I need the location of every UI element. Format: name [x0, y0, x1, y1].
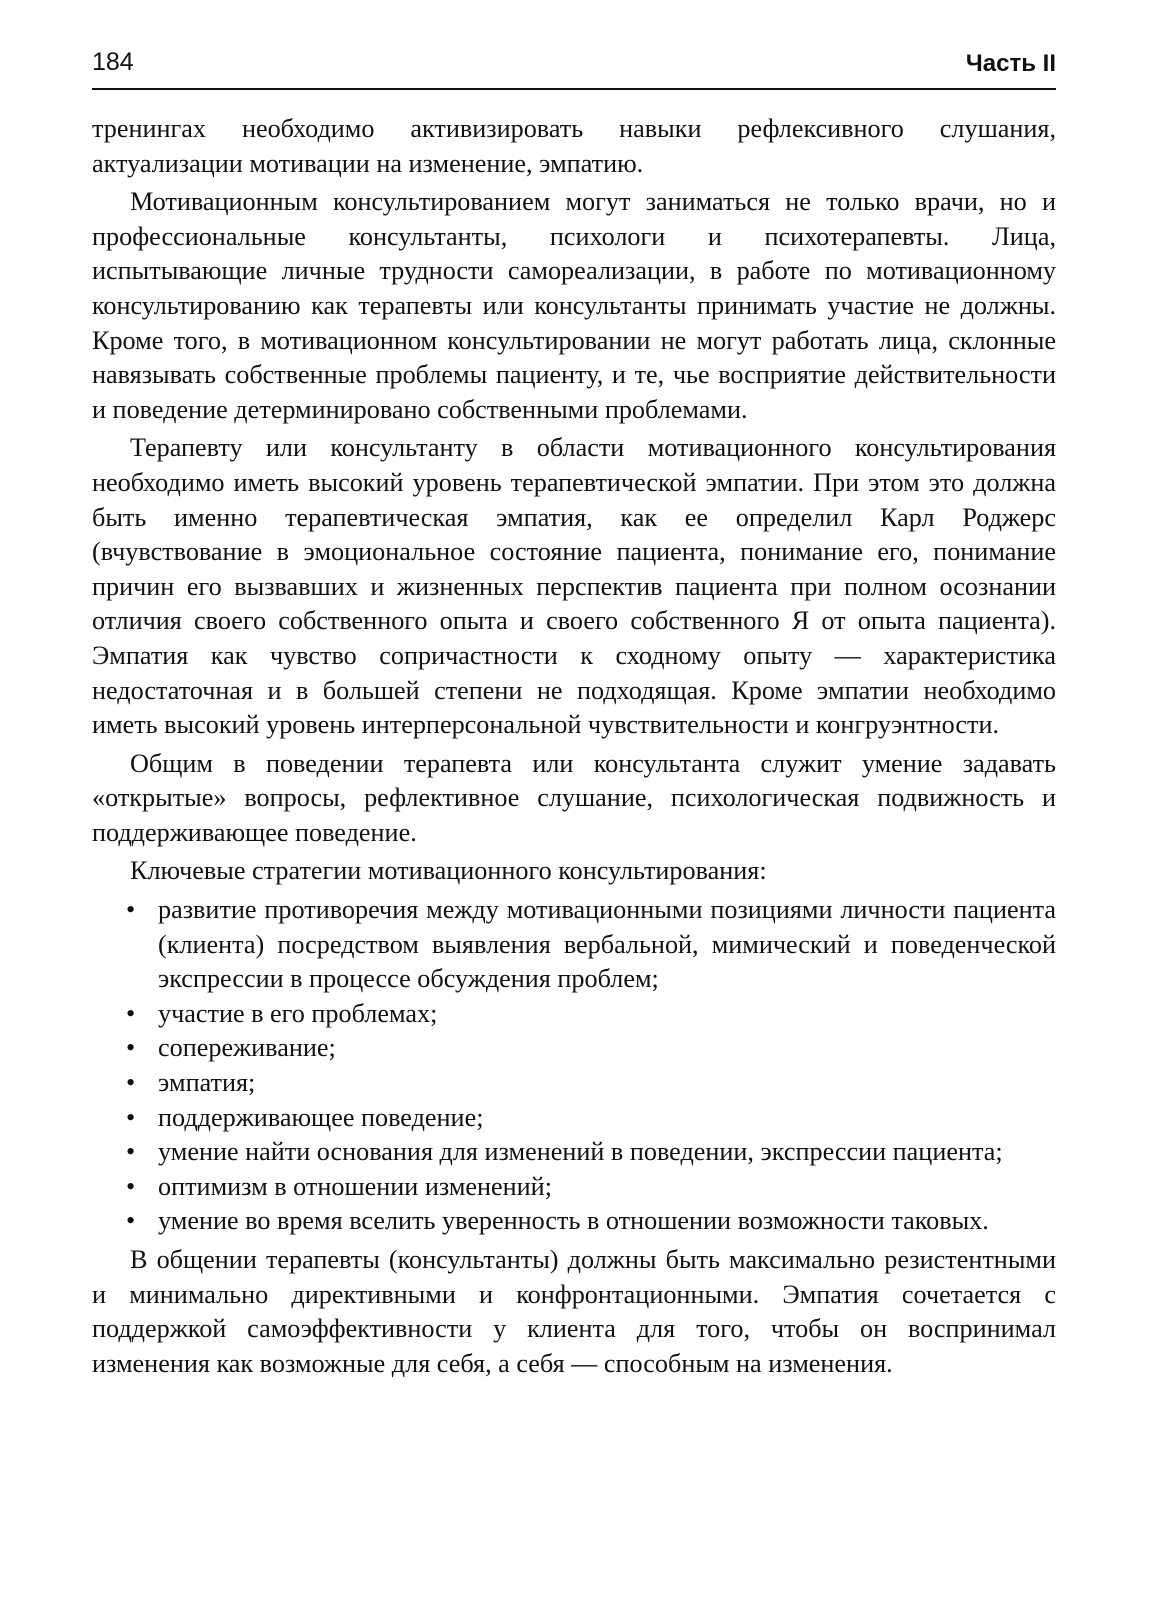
paragraph-strategies-intro: Ключевые стратегии мотивационного консультирования:	[130, 856, 767, 886]
list-item: • умение найти основания для изменений в поведении, экспрессии пациента;	[92, 1135, 1056, 1170]
list-item: • умение во время вселить уверенность в отношении возможности таковых.	[92, 1204, 1056, 1239]
list-item: • эмпатия;	[92, 1066, 1056, 1101]
paragraph-common-behavior: Общим в поведении терапевта или консультанта служит умение задавать «открытые» вопросы, рефлективное слушание, психологическая подвижность и поддерживающее поведение.	[92, 748, 1056, 847]
list-item: • развитие противоречия между мотивационными позициями личности пациента (клиента) посредством выявления вербальной, мимический и поведенческой экспрессии в процессе обсуждения проблем;	[92, 893, 1056, 997]
list-item: • оптимизм в отношении изменений;	[92, 1170, 1056, 1205]
body-text	[92, 112, 1056, 1385]
paragraph-who-can-counsel: Мотивационным консультированием могут заниматься не только врачи, но и профессиональные консультанты, психологи и психотерапевты. Лица, испытывающие личные трудности самореализации, в работе по мотивационному консультированию как терапевты или консультанты принимать участие не должны. Кроме того, в мотивационном консультировании не могут работать лица, склонные навязывать собственные проблемы пациенту, и те, чье восприятие действительности и поведение детерминировано собственными проблемами.	[92, 187, 1056, 424]
list-item: • участие в его проблемах;	[92, 997, 1056, 1032]
strategies-list	[92, 893, 1056, 1239]
list-item: • сопереживание;	[92, 1031, 1056, 1066]
running-header	[92, 44, 1056, 90]
page-number: 184	[92, 48, 134, 76]
paragraph-empathy: Терапевту или консультанту в области мотивационного консультирования необходимо иметь высокий уровень терапевтической эмпатии. При этом это должна быть именно терапевтическая эмпатия, как ее определил Карл Роджерс (вчувствование в эмоциональное состояние пациента, понимание его, понимание причин его вызвавших и жизненных перспектив пациента при полном осознании отличия своего собственного опыта и своего собственного Я от опыта пациента). Эмпатия как чувство сопричастности к сходному опыту — характеристика недостаточная и в большей степени не подходящая. Кроме эмпатии необходимо иметь высокий уровень интерперсональной чувствительности и конгруэнтности.	[92, 433, 1056, 740]
paragraph-continuation: тренингах необходимо активизировать навыки рефлексивного слушания, актуализации мотивации на изменение, эмпатию.	[92, 114, 1056, 178]
paragraph-closing: В общении терапевты (консультанты) должны быть максимально резистентными и минимально директивными и конфронтационными. Эмпатия сочетается с поддержкой самоэффективности у клиента для того, чтобы он воспринимал изменения как возможные для себя, а себя — способным на изменения.	[92, 1245, 1056, 1378]
part-label: Часть II	[965, 50, 1056, 77]
list-item: • поддерживающее поведение;	[92, 1101, 1056, 1136]
